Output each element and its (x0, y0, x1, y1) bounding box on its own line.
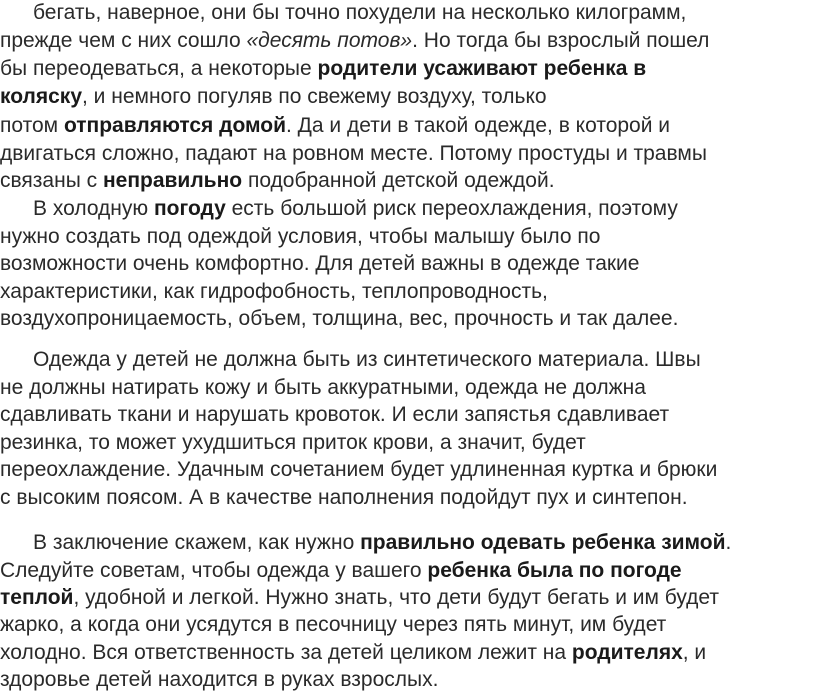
text-segment: Следуйте советам, чтобы одежда у вашего (0, 559, 428, 582)
text-line (0, 306, 678, 332)
text-line (0, 28, 709, 54)
text-segment: не должны натирать кожу и быть аккуратными, одежда не должна (0, 376, 646, 399)
text-segment: здоровье детей находится в руках взрослых. (0, 668, 439, 691)
text-segment: прежде чем с них сошло (0, 29, 247, 52)
text-segment: возможности очень комфортно. Для детей важны в одежде такие (0, 252, 640, 275)
text-line (0, 585, 719, 611)
text-segment: переохлаждение. Удачным сочетанием будет удлиненная куртка и брюки (0, 458, 718, 481)
bold-text: ребенка была по погоде (427, 559, 682, 582)
text-line (0, 667, 438, 693)
bold-text: неправильно (102, 169, 243, 192)
text-line (0, 141, 707, 167)
text-segment: нужно создать под одеждой условия, чтобы малышу было по (0, 225, 601, 248)
text-segment: связаны с (0, 169, 103, 192)
text-segment: бы переодеваться, а некоторые (0, 57, 318, 80)
text-line (33, 530, 731, 556)
text-line (0, 430, 586, 456)
text-segment: , и немного погуляв по свежему воздуху, только (82, 85, 547, 108)
text-segment: . Да и дети в такой одежде, в которой и (286, 114, 671, 137)
text-segment: В заключение скажем, как нужно (33, 531, 361, 554)
text-line (0, 612, 666, 638)
text-segment: В холодную (33, 197, 154, 220)
text-line (0, 485, 688, 511)
text-line (0, 457, 717, 483)
text-segment: воздухопроницаемость, объем, толщина, вес, прочность и так далее. (0, 307, 679, 330)
text-line (0, 168, 555, 194)
text-segment: . (725, 531, 732, 554)
text-line (33, 0, 686, 26)
text-segment: , и (682, 641, 707, 664)
bold-text: коляску (0, 85, 83, 108)
text-line (0, 224, 600, 250)
text-line (0, 375, 646, 401)
text-line (0, 279, 548, 305)
text-segment: резинка, то может ухудшиться приток крови, а значит, будет (0, 431, 586, 454)
text-segment: подобранной детской одеждой. (242, 169, 555, 192)
text-segment: двигаться сложно, падают на ровном месте. Потому простуды и травмы (0, 142, 707, 165)
bold-text: отправляются домой (63, 114, 287, 137)
text-line (0, 84, 547, 110)
text-segment: жарко, а когда они усядутся в песочницу через пять минут, им будет (0, 613, 667, 636)
bold-text: родителях (571, 641, 683, 664)
bold-text: теплой (0, 586, 74, 609)
text-line (33, 347, 701, 373)
text-segment: бегать, наверное, они бы точно похудели на несколько килограмм, (33, 1, 687, 24)
text-line (0, 402, 669, 428)
text-line (0, 251, 639, 277)
bold-text: родители усаживают ребенка в (317, 57, 647, 80)
text-line (0, 640, 706, 666)
text-line (0, 113, 670, 139)
text-segment: характеристики, как гидрофобность, теплопроводность, (0, 280, 548, 303)
text-segment: потом (0, 114, 64, 137)
bold-text: правильно одевать ребенка зимой (360, 531, 726, 554)
text-segment: сдавливать ткани и нарушать кровоток. И если запястья сдавливает (0, 403, 670, 426)
text-segment: Одежда у детей не должна быть из синтетического материала. Швы (33, 348, 701, 371)
text-segment: с высоким поясом. А в качестве наполнения подойдут пух и синтепон. (0, 486, 688, 509)
text-segment: , удобной и легкой. Нужно знать, что дети будут бегать и им будет (73, 586, 720, 609)
bold-text: погоду (153, 197, 226, 220)
text-segment: . Но тогда бы взрослый пошел (412, 29, 710, 52)
text-line (0, 558, 682, 584)
text-segment: есть большой риск переохлаждения, поэтому (225, 197, 678, 220)
italic-text: «десять потов» (246, 29, 413, 52)
text-segment: холодно. Вся ответственность за детей целиком лежит на (0, 641, 572, 664)
text-line (0, 56, 646, 82)
text-line (33, 196, 678, 222)
